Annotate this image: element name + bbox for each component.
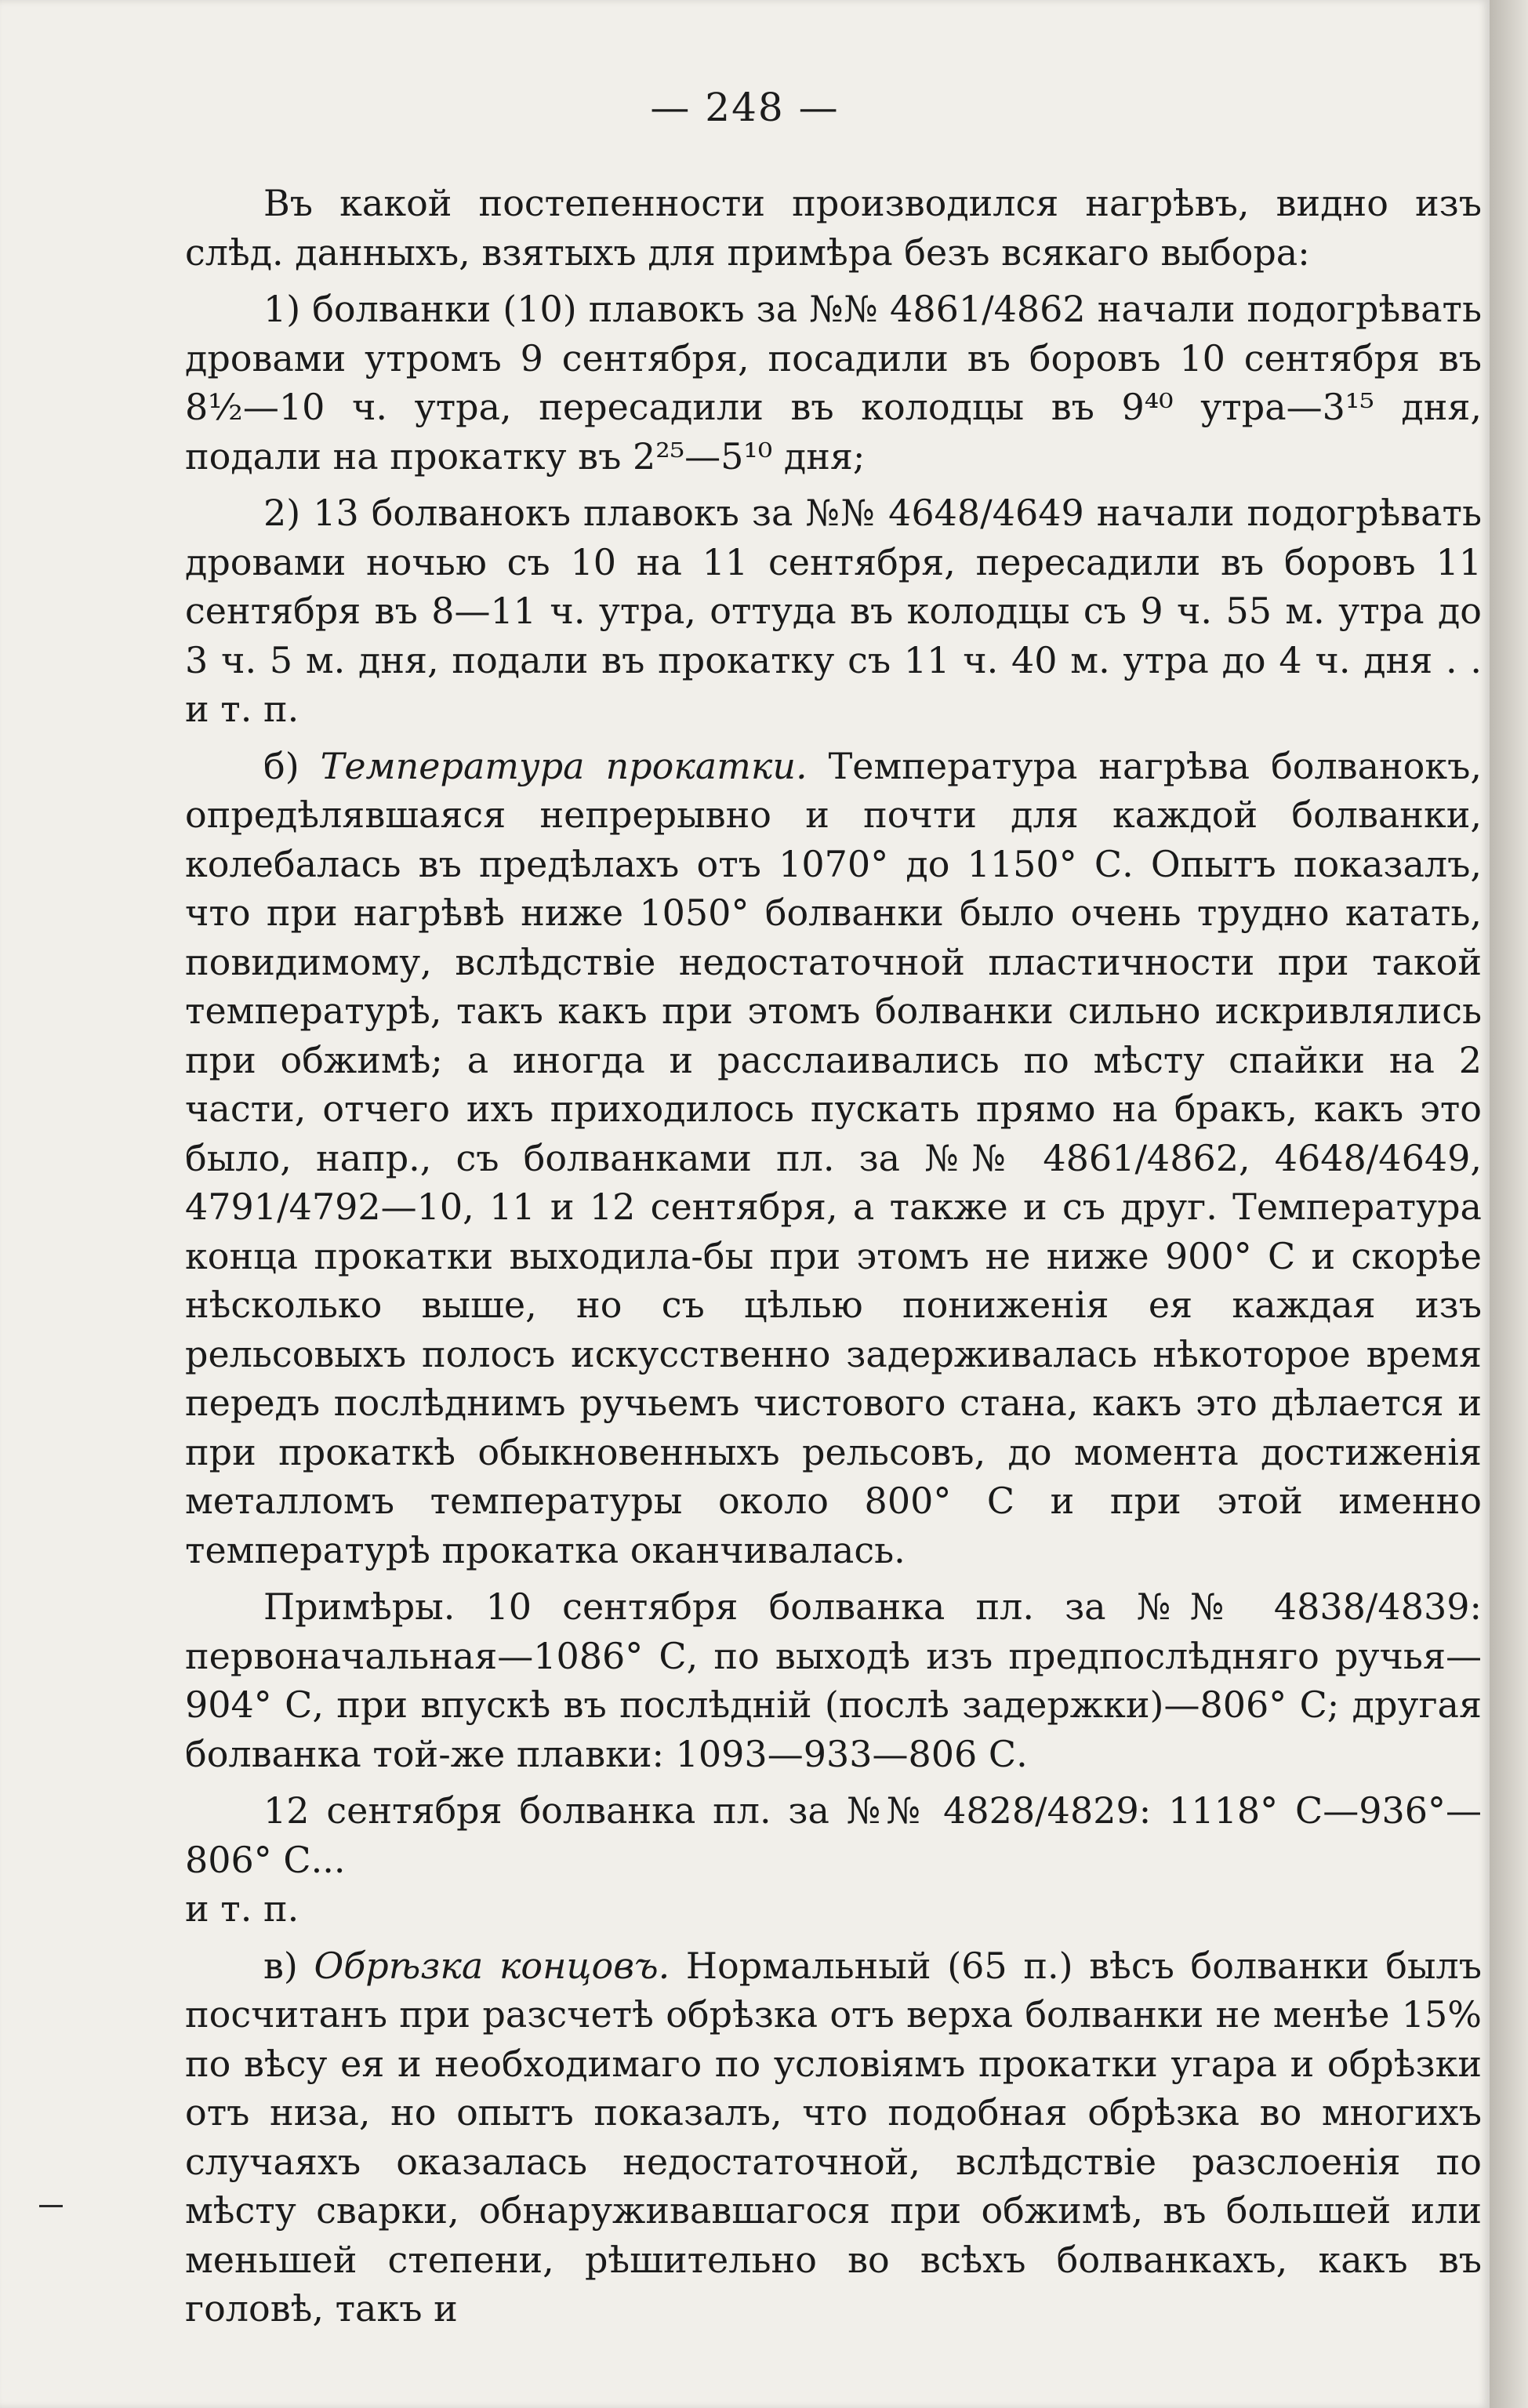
paragraph-text: Температура нагрѣва болванокъ, опредѣлявшаяся непрерывно и почти для каждой болванки, колебалась въ предѣлахъ отъ 1070° до 1150° С. Опытъ показалъ, что при нагрѣвѣ ниже 1050° болванки было очень трудно катать, повидимому, вслѣдствіе недостаточной пластичности при такой температурѣ, такъ какъ при этомъ болванки сильно искривлялись при обжимѣ; а иногда и расслаивались по мѣсту спайки на 2 части, отчего ихъ приходилось пускать прямо на бракъ, какъ это было, напр., съ болванками пл. за №№ 4861/4862, 4648/4649, 4791/4792—10, 11 и 12 сентября, а также и съ друг. Температура конца прокатки выходила-бы при этомъ не ниже 900° С и скорѣе нѣсколько выше, но съ цѣлью пониженія ея каждая изъ рельсовыхъ полосъ искусственно задерживалась нѣкоторое время передъ послѣднимъ ручьемъ чистового стана, какъ это дѣлается и при прокаткѣ обыкновенныхъ рельсовъ, до момента достиженія металломъ температуры около 800° С и при этой именно температурѣ прокатка оканчивалась. [185, 744, 1482, 1571]
paragraph-item-1 [185, 285, 1482, 481]
margin-mark [39, 2205, 63, 2207]
paragraph-text: Нормальный (65 п.) вѣсъ болванки былъ посчитанъ при разсчетѣ обрѣзка отъ верха болванки не менѣе 15% по вѣсу ея и необходимаго по условіямъ прокатки угара и обрѣзки отъ низа, но опытъ показалъ, что подобная обрѣзка во многихъ случаяхъ оказалась недостаточной, вслѣдствіе разслоенія по мѣсту сварки, обнаруживавшагося при обжимѣ, въ большей или меньшей степени, рѣшительно во всѣхъ болванкахъ, какъ въ головѣ, такъ и [185, 1944, 1482, 2330]
section-heading: Температура прокатки. [320, 744, 808, 787]
paragraph-rolling-temperature [185, 742, 1482, 1575]
page-edge [1490, 0, 1528, 2408]
paragraph-lead: б) [263, 744, 321, 787]
body-text [185, 179, 1482, 2334]
paragraph-text: Примѣры. 10 сентября болванка пл. за №№ 4838/4839: первоначальная—1086° С, по выходѣ изъ предпослѣдняго ручья—904° С, при впускѣ въ послѣдній (послѣ задержки)—806° С; другая болванка той-же плавки: 1093—933—806 С. [185, 1585, 1482, 1775]
paragraph-text: 2) 13 болванокъ плавокъ за №№ 4648/4649 начали подогрѣвать дровами ночью съ 10 на 11 сентября, пересадили въ боровъ 11 сентября въ 8—11 ч. утра, оттуда въ колодцы съ 9 ч. 55 м. утра до 3 ч. 5 м. дня, подали въ прокатку съ 11 ч. 40 м. утра до 4 ч. дня . . и т. п. [185, 492, 1482, 730]
paragraph-text: и т. п. [185, 1887, 299, 1930]
paragraph-intro [185, 179, 1482, 277]
paragraph-text: 12 сентября болванка пл. за №№ 4828/4829: 1118° С—936°—806° С... [185, 1789, 1482, 1881]
paragraph-lead: в) [263, 1944, 314, 1987]
paragraph-example-2 [185, 1786, 1482, 1884]
section-heading: Обрѣзка концовъ. [314, 1944, 670, 1987]
paragraph-end-trimming [185, 1941, 1482, 2334]
paragraph-examples [185, 1582, 1482, 1778]
page-number: — 248 — [650, 85, 840, 130]
paragraph-text: Въ какой постепенности производился нагрѣвъ, видно изъ слѣд. данныхъ, взятыхъ для примѣра безъ всякаго выбора: [185, 182, 1482, 274]
paragraph-etc [185, 1884, 1482, 1934]
paragraph-text: 1) болванки (10) плавокъ за №№ 4861/4862 начали подогрѣвать дровами утромъ 9 сентября, посадили въ боровъ 10 сентября въ 8½—10 ч. утра, пересадили въ колодцы въ 9⁴⁰ утра—3¹⁵ дня, подали на прокатку въ 2²⁵—5¹⁰ дня; [185, 288, 1482, 478]
paragraph-item-2 [185, 489, 1482, 734]
